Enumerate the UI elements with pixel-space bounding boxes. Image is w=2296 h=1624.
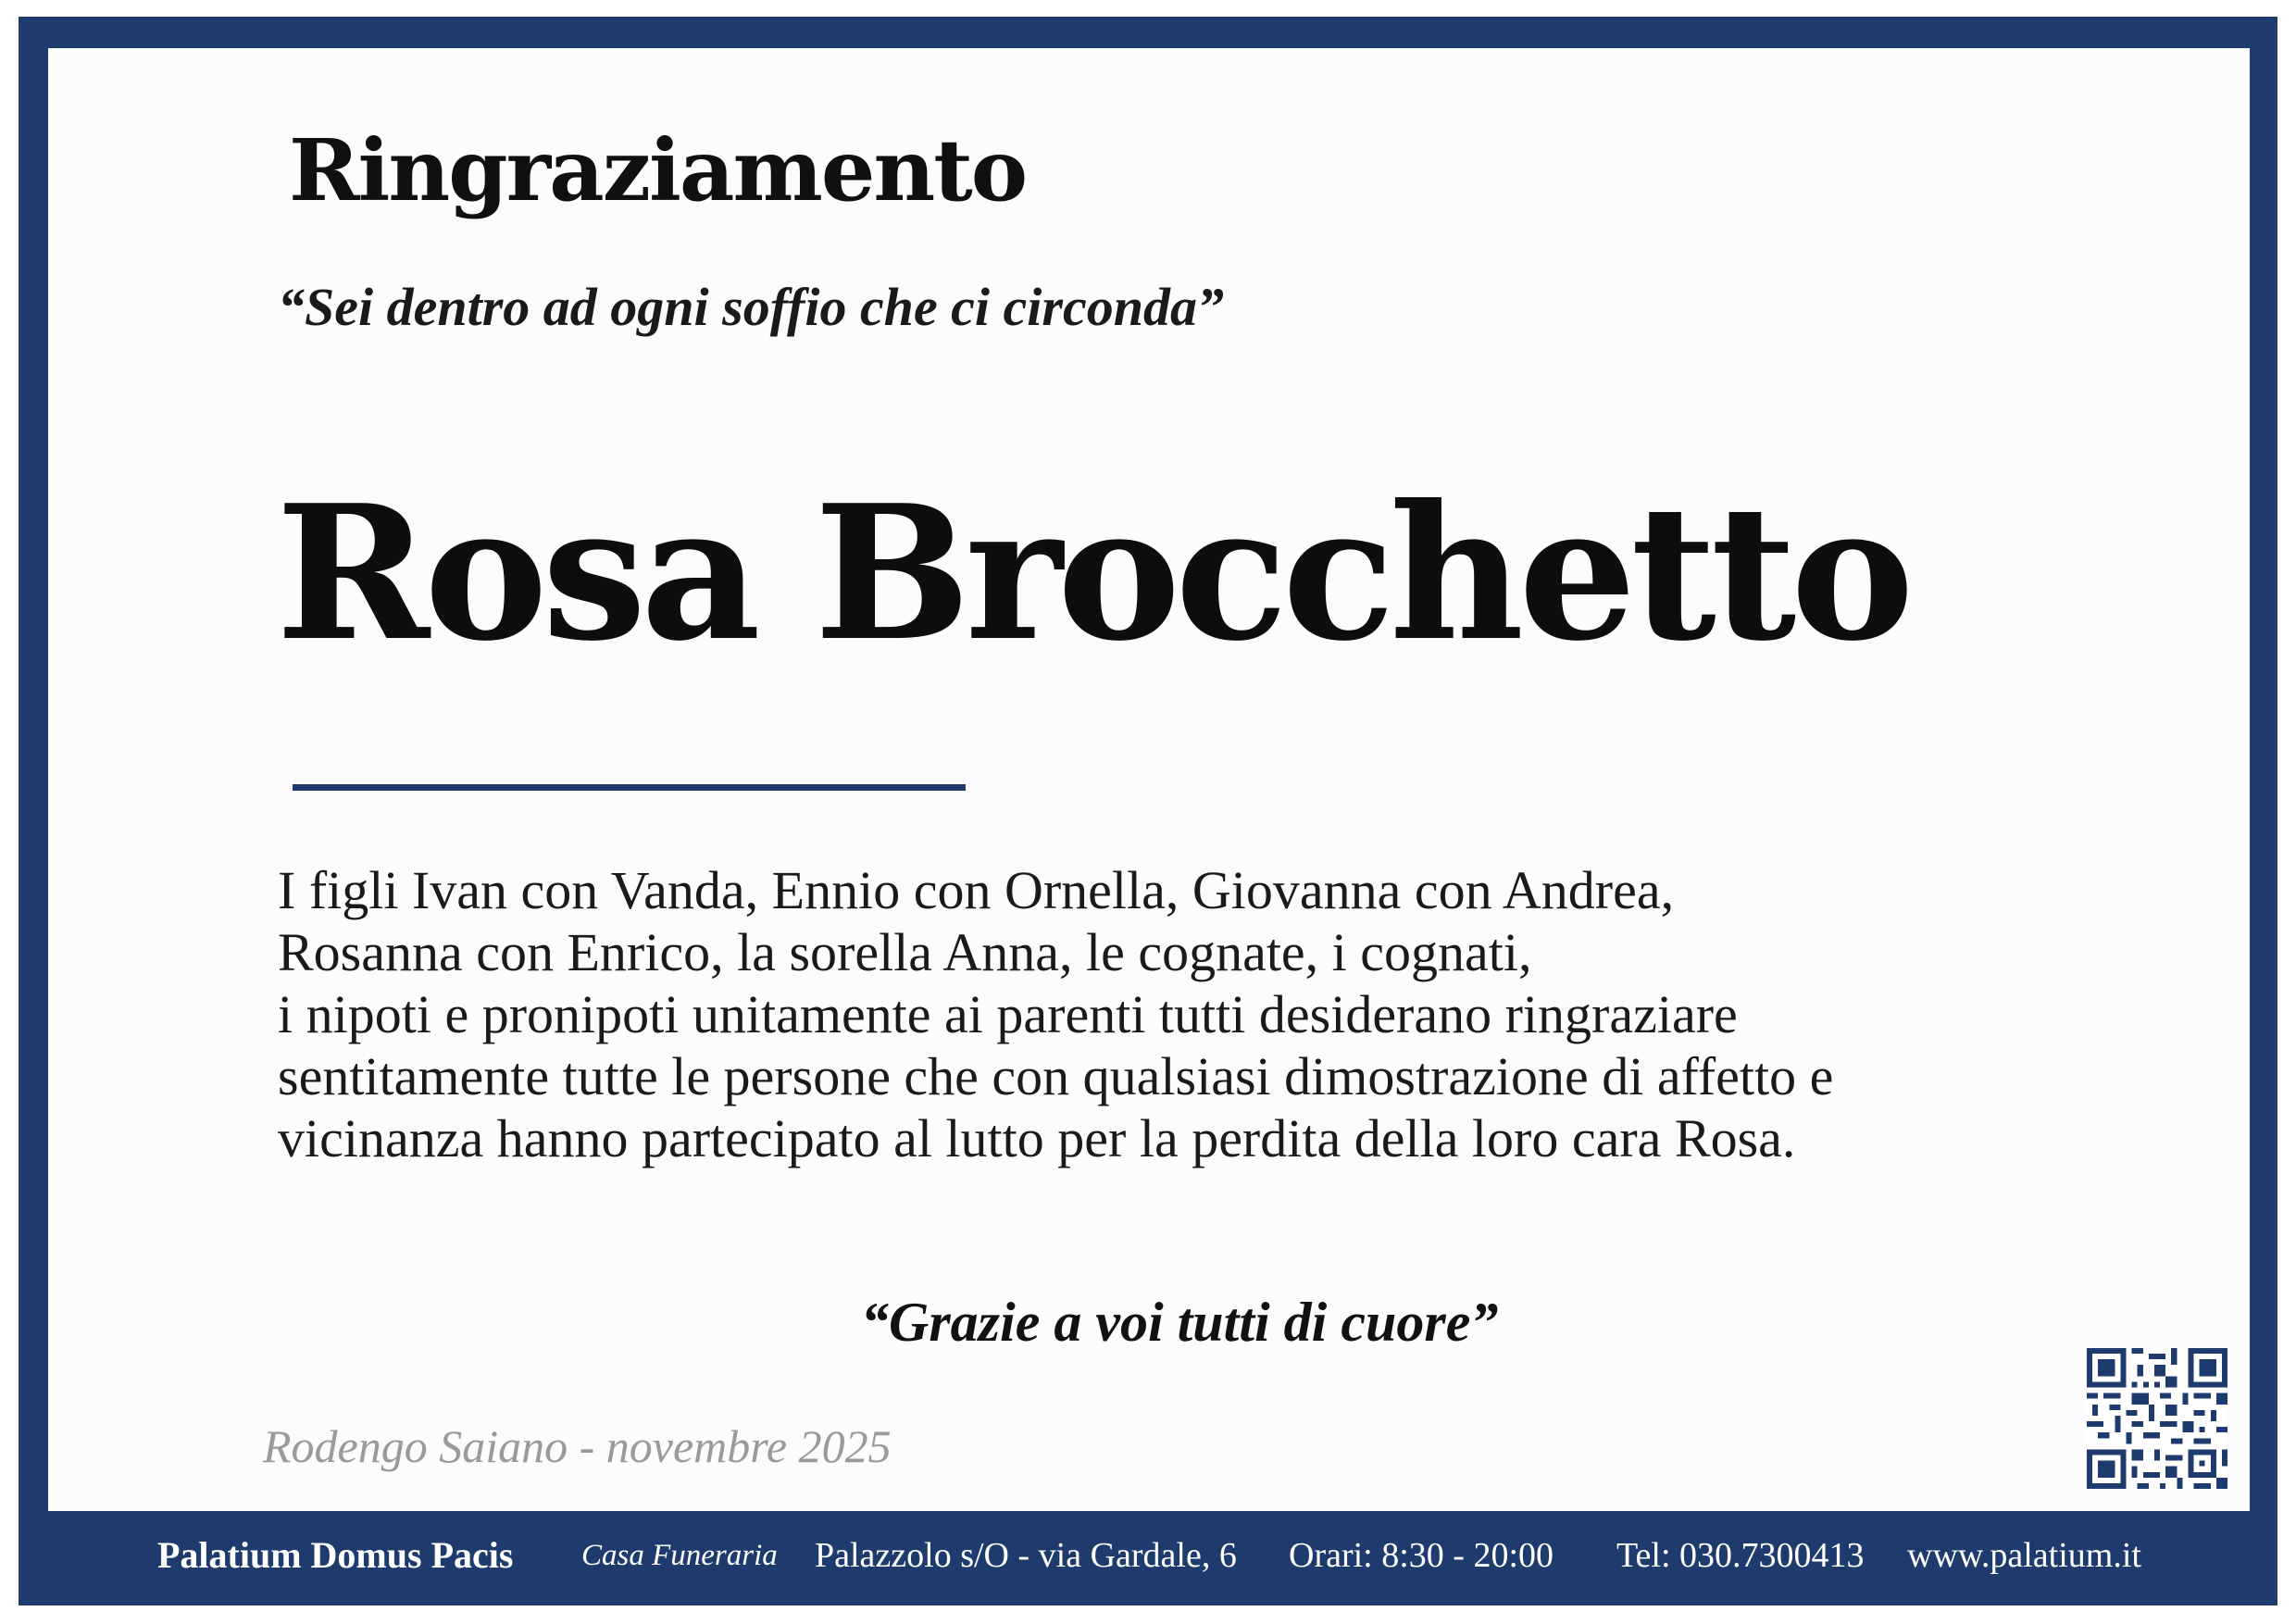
- message-line: I figli Ivan con Vanda, Ennio con Ornella, Giovanna con Andrea,: [278, 860, 1675, 920]
- notice-heading: Ringraziamento: [289, 120, 1027, 220]
- opening-hours: Orari: 8:30 - 20:00: [1289, 1536, 1554, 1575]
- message-line: i nipoti e pronipoti unitamente ai parenti tutti desiderano ringraziare: [278, 984, 1738, 1044]
- website-link[interactable]: www.palatium.it: [1907, 1536, 2141, 1575]
- closing-quote: “Grazie a voi tutti di cuore”: [861, 1292, 1499, 1353]
- message-line: sentitamente tutte le persone che con qualsiasi dimostrazione di affetto e: [278, 1046, 1834, 1106]
- company-name: Palatium Domus Pacis: [157, 1534, 514, 1576]
- opening-quote: “Sei dentro ad ogni soffio che ci circonda”: [278, 277, 1224, 337]
- deceased-name: Rosa Brocchetto: [276, 465, 1909, 682]
- footer-bar: [19, 1511, 2277, 1604]
- thanks-message: [278, 859, 2129, 1169]
- divider-line: [293, 784, 966, 791]
- qr-code-icon[interactable]: [2087, 1348, 2227, 1489]
- place-and-date: Rodengo Saiano - novembre 2025: [263, 1420, 892, 1472]
- message-line: Rosanna con Enrico, la sorella Anna, le cognate, i cognati,: [278, 922, 1532, 982]
- phone-number[interactable]: Tel: 030.7300413: [1616, 1536, 1865, 1575]
- company-address: Palazzolo s/O - via Gardale, 6: [815, 1536, 1237, 1575]
- message-line: vicinanza hanno partecipato al lutto per la perdita della loro cara Rosa.: [278, 1108, 1796, 1168]
- company-tagline: Casa Funeraria: [581, 1539, 778, 1572]
